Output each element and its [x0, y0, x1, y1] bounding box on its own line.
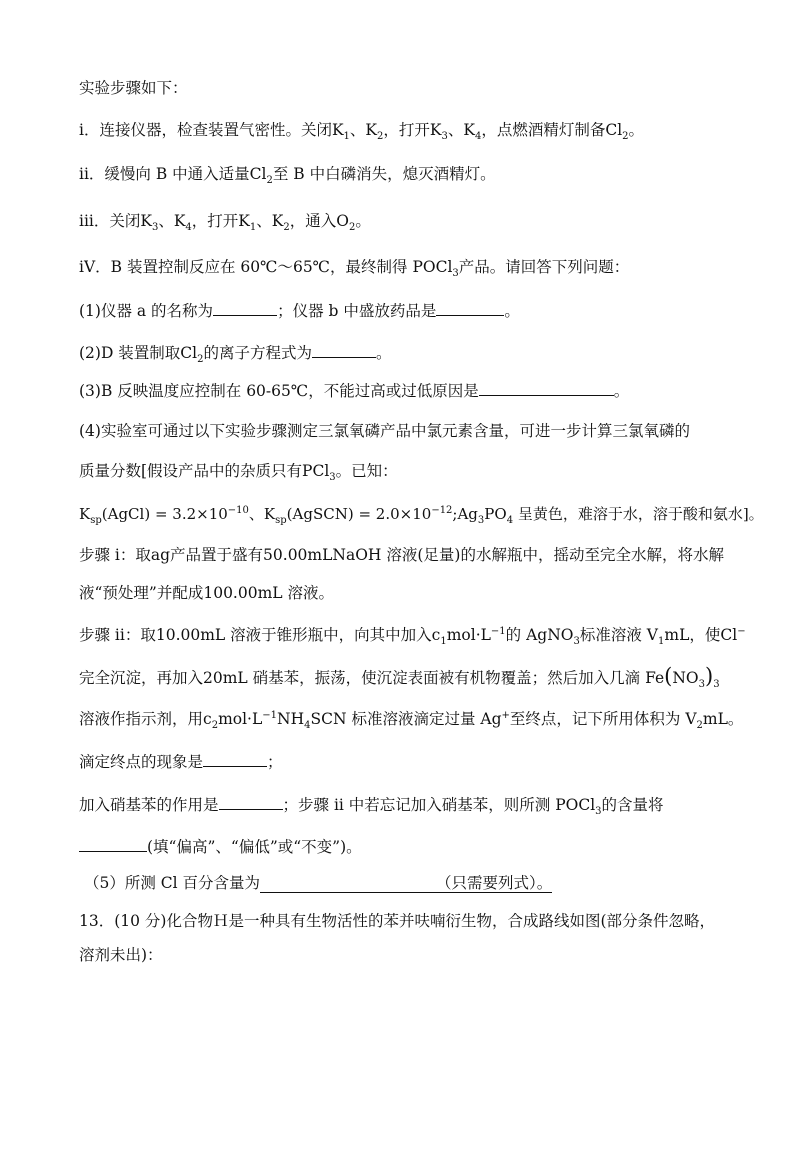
question-3: (3)B 反映温度应控制在 60-65℃，不能过高或过低原因是 。 — [79, 382, 630, 400]
procedure-step-ii-line2: 完全沉淀，再加入20mL 硝基苯，振荡，使沉淀表面被有机物覆盖；然后加入几滴 $Fe(NO_3)_3$ — [79, 664, 720, 691]
question-5: （5）所测 Cl 百分含量为 （只需要列式）。 — [84, 874, 553, 892]
nitrobenzene-question: 加入硝基苯的作用是 ；步骤 ii 中若忘记加入硝基苯，则所测 POCl$_3$的含量将 — [79, 796, 664, 818]
step-iii: iii．关闭$K_3$、$K_4$，打开$K_1$、$K_2$，通入$O_2$。 — [79, 212, 371, 234]
answer-blank[interactable] — [213, 300, 277, 316]
answer-blank[interactable] — [219, 794, 283, 810]
procedure-step-i-line2: 液“预处理”并配成100.00mL 溶液。 — [79, 584, 335, 602]
answer-underline[interactable]: （只需要列式）。 — [260, 874, 552, 893]
question-13-line2: 溶剂未出)： — [79, 946, 163, 964]
answer-blank[interactable] — [479, 380, 614, 396]
question-13-line1: 13．(10 分)化合物Ｈ是一种具有生物活性的苯并呋喃衍生物，合成路线如图(部分条件忽略， — [79, 912, 716, 930]
answer-blank[interactable] — [79, 836, 147, 852]
procedure-step-i-line1: 步骤 i：取ag产品置于盛有50.00mLNaOH 溶液(足量)的水解瓶中，摇动至完全水解，将水解 — [79, 546, 724, 564]
ksp-formula: $K_{sp}(AgCl) = 3.2\times 10^{-10}$、$K_{sp}(AgSCN)$ = $2.0\times 10^{-12};Ag_3PO_4$ 呈黄色，难溶于水，溶于酸和氨水]。 — [79, 505, 764, 526]
procedure-step-ii-line3: 溶液作指示剂，用$c_2mol\cdot L^{-1}NH_4SCN$ 标准溶液滴定过量 Ag+至终点，记下所用体积为 $V_2mL$。 — [79, 709, 744, 732]
procedure-step-ii-line1: 步骤 ii：取10.00mL 溶液于锥形瓶中，向其中加入$c_1mol\cdot L^{-1}$的 AgNO$_3$标准溶液 $V_1mL$，使Cl− — [79, 625, 746, 648]
answer-blank[interactable] — [312, 342, 376, 358]
step-ii: ii．缓慢向 B 中通入适量$Cl_2$至 B 中白磷消失，熄灭酒精灯。 — [79, 165, 496, 187]
question-2: (2)D 装置制取$Cl_2$的离子方程式为 。 — [79, 344, 392, 366]
endpoint-question: 滴定终点的现象是 ； — [79, 753, 283, 771]
question-4-line1: (4)实验室可通过以下实验步骤测定三氯氧磷产品中氯元素含量，可进一步计算三氯氧磷的 — [79, 422, 690, 440]
section-heading: 实验步骤如下： — [79, 79, 188, 97]
question-4-line2: 质量分数[假设产品中的杂质只有PCl$_3$。已知： — [79, 462, 398, 484]
question-1: (1)仪器 a 的名称为 ；仪器 b 中盛放药品是 。 — [79, 302, 520, 320]
fill-hint-line: (填“偏高”、“偏低”或“不变”)。 — [79, 836, 362, 858]
step-i: i．连接仪器，检查装置气密性。关闭$K_1$、$K_2$，打开$K_3$、$K_4$，点燃酒精灯制备$Cl_2$。 — [79, 121, 645, 143]
answer-blank[interactable] — [436, 300, 504, 316]
step-iv: iV．B 装置控制反应在 60℃～65℃，最终制得 POCl$_3$产品。请回答下列问题： — [79, 258, 630, 280]
answer-blank[interactable] — [203, 751, 267, 767]
